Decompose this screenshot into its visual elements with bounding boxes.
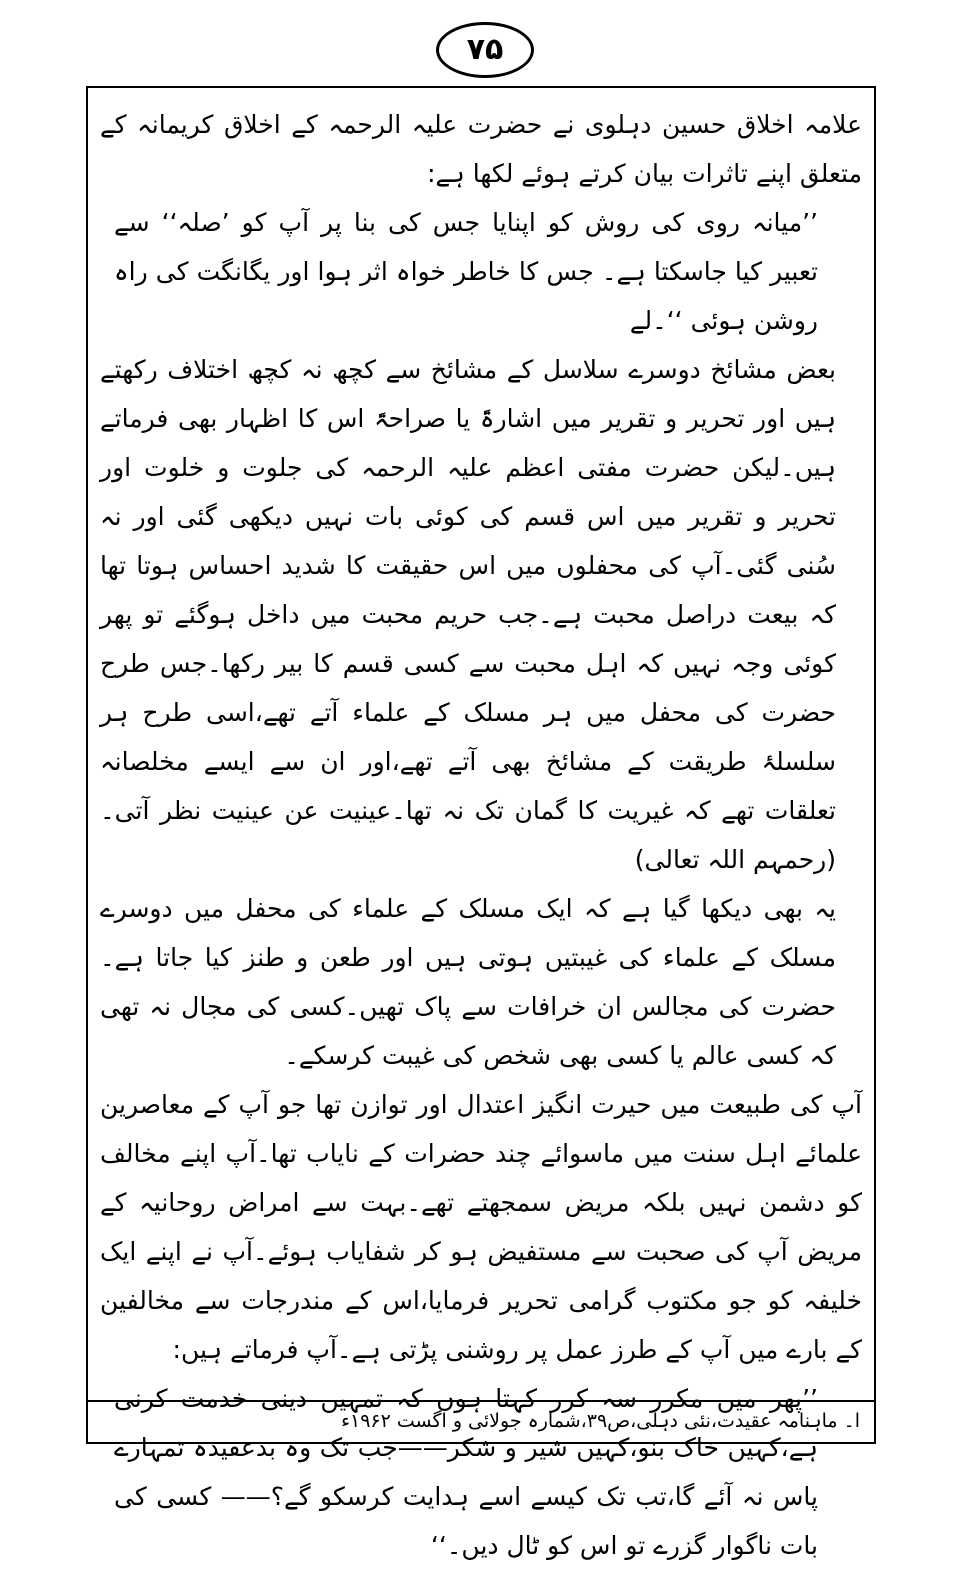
page-body xyxy=(100,100,862,1570)
quote-letter: ’’پھر میں مکرر سہ کرر کہتا ہوں کہ تمہیں دینی خدمت کرنی ہے،کہیں خاک بنو،کہیں شیر و شکر——جب تک وہ بدعقیدہ تمہارے پاس نہ آئے گا،تب تک کیسے اسے ہدایت کرسکو گے؟—— کسی کی بات ناگوار گزرے تو اس کو ٹال دیں۔‘‘ xyxy=(114,1384,818,1560)
paragraph-intro: علامہ اخلاق حسین دہلوی نے حضرت علیہ الرحمہ کے اخلاق کریمانہ کے متعلق اپنے تاثرات بیان کرتے ہوئے لکھا ہے: xyxy=(100,110,862,188)
paragraph-gheebat: یہ بھی دیکھا گیا ہے کہ ایک مسلک کے علماء کی محفل میں دوسرے مسلک کے علماء کی غیبتیں ہوتی ہیں اور طعن و طنز کیا جاتا ہے۔حضرت کی مجالس ان خرافات سے پاک تھیں۔کسی کی مجال نہ تھی کہ کسی عالم یا کسی بھی شخص کی غیبت کرسکے۔ xyxy=(100,894,836,1070)
footnote: ا۔ ماہنامہ عقیدت،نئی دہلی،ص۳۹،شمارہ جولائی و اگست ۱۹۶۲ء xyxy=(341,1410,860,1432)
paragraph-mashaikh: بعض مشائخ دوسرے سلاسل کے مشائخ سے کچھ نہ کچھ اختلاف رکھتے ہیں اور تحریر و تقریر میں اشارۃً یا صراحۃً اس کا اظہار بھی فرماتے ہیں۔لیکن حضرت مفتی اعظم علیہ الرحمہ کی جلوت و خلوت اور تحریر و تقریر میں اس قسم کی کوئی بات نہیں دیکھی گئی اور نہ سُنی گئی۔آپ کی محفلوں میں اس حقیقت کا شدید احساس ہوتا تھا کہ بیعت دراصل محبت ہے۔جب حریم محبت میں داخل ہوگئے تو پھر کوئی وجہ نہیں کہ اہل محبت سے کسی قسم کا بیر رکھا۔جس طرح حضرت کی محفل میں ہر مسلک کے علماء آتے تھے،اسی طرح ہر سلسلۂ طریقت کے مشائخ بھی آتے تھے،اور ان سے ایسے مخلصانہ تعلقات تھے کہ غیریت کا گمان تک نہ تھا۔عینیت عن عینیت نظر آتی۔(رحمہم اللہ تعالی) xyxy=(100,355,836,874)
quote-block: ’’میانہ روی کی روش کو اپنایا جس کی بنا پر آپ کو ’صلہ‘‘ سے تعبیر کیا جاسکتا ہے۔ جس کا خاطر خواہ اثر ہوا اور یگانگت کی راہ روشن ہوئی ‘‘۔لے xyxy=(114,208,818,335)
paragraph-tabiyat: آپ کی طبیعت میں حیرت انگیز اعتدال اور توازن تھا جو آپ کے معاصرین علمائے اہل سنت میں ماسوائے چند حضرات کے نایاب تھا۔آپ اپنے مخالف کو دشمن نہیں بلکہ مریض سمجھتے تھے۔بہت سے امراض روحانیہ کے مریض آپ کی صحبت سے مستفیض ہو کر شفایاب ہوئے۔آپ نے اپنے ایک خلیفہ کو جو مکتوب گرامی تحریر فرمایا،اس کے مندرجات سے مخالفین کے بارے میں آپ کے طرز عمل پر روشنی پڑتی ہے۔آپ فرماتے ہیں: xyxy=(100,1090,862,1364)
page-number: ۷۵ xyxy=(436,22,534,78)
